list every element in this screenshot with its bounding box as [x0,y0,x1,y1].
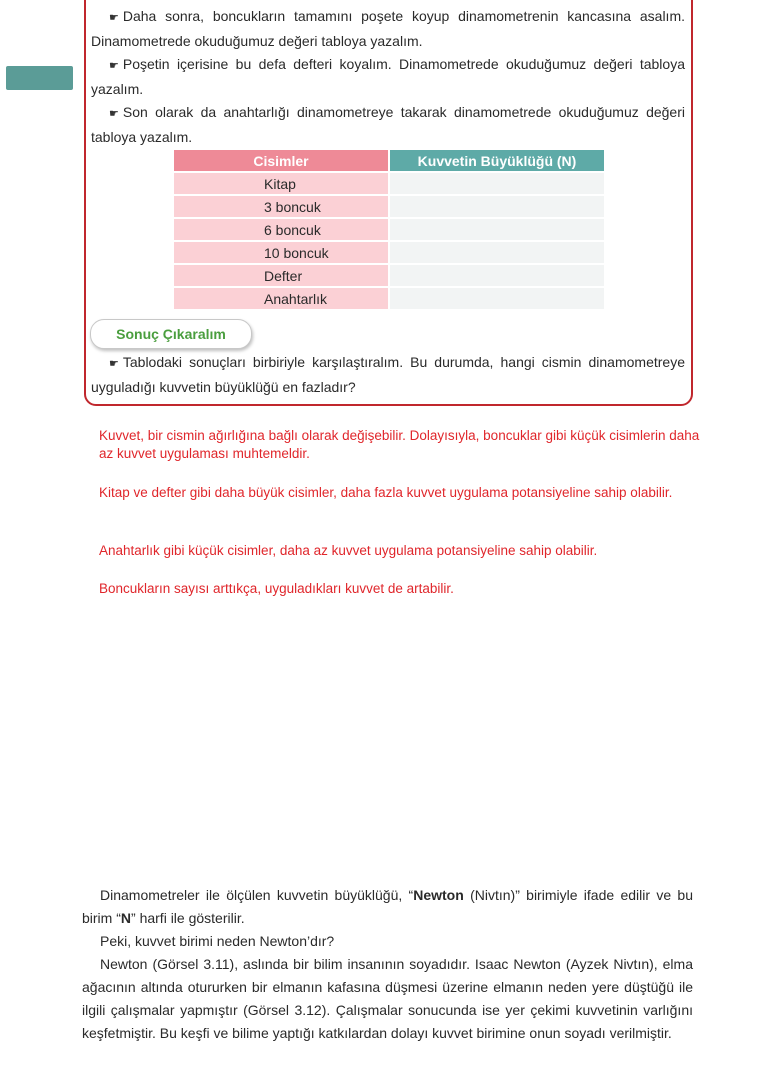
header-force: Kuvvetin Büyüklüğü (N) [390,150,604,171]
object-cell: 10 boncuk [174,242,388,263]
side-tab-marker [6,66,73,90]
object-cell: 6 boncuk [174,219,388,240]
table-row [174,265,604,286]
table-row [174,288,604,309]
value-cell[interactable] [390,242,604,263]
value-cell[interactable] [390,173,604,194]
measurement-table [172,148,606,311]
answer-4: Boncukların sayısı arttıkça, uyguladıkları kuvvet de artabilir. [99,581,454,596]
table-header-row [174,150,604,171]
value-cell[interactable] [390,288,604,309]
answer-3: Anahtarlık gibi küçük cisimler, daha az kuvvet uygulama potansiyeline sahip olabilir. [99,543,598,558]
pointing-hand-icon: ☛ [109,108,119,120]
conclusion-question-block [91,351,685,399]
paragraph-newton-history: Newton (Görsel 3.11), aslında bir bilim insanının soyadıdır. Isaac Newton (Ayzek Nivtın), elma ağacının altında otururken bir elmanın kafasına düşmesi üzerine elmanın neden yere düştüğü ile ilgili çalışmalar yapmıştır (Görsel 3.12). Çalışmalar sonucunda ise yer çekimi kuvvetinin varlığını keşfetmiştir. Bu keşfi ve bilime yaptığı katkılardan dolayı kuvvet birimine onun soyadı verilmiştir. [82,956,693,1041]
instruction-2: ☛ Poşetin içerisine bu defa defteri koyalım. Dinamometrede okuduğumuz değeri tabloya yazalım. [91,56,685,97]
instruction-3: ☛ Son olarak da anahtarlığı dinamometreye takarak dinamometrede okuduğumuz değeri tabloya yazalım. [91,104,685,145]
pointing-hand-icon: ☛ [109,60,119,72]
header-objects: Cisimler [174,150,388,171]
table-row [174,173,604,194]
paragraph-question: Peki, kuvvet birimi neden Newton’dır? [100,933,335,949]
instruction-1: ☛ Daha sonra, boncukların tamamını poşete koyup dinamometrenin kancasına asalım. Dinamometrede okuduğumuz değeri tabloya yazalım. [91,8,685,49]
paragraph-newton-unit: Dinamometreler ile ölçülen kuvvetin büyüklüğü, “Newton (Nivtın)” birimiyle ifade edilir ve bu birim “N” harfi ile gösterilir. [82,887,693,926]
pointing-hand-icon: ☛ [109,358,119,370]
body-text [82,884,693,1045]
conclusion-question: ☛ Tablodaki sonuçları birbiriyle karşılaştıralım. Bu durumda, hangi cismin dinamometreye uyguladığı kuvvetin büyüklüğü en fazladır? [91,354,685,395]
answer-2: Kitap ve defter gibi daha büyük cisimler, daha fazla kuvvet uygulama potansiyeline sahip olabilir. [99,485,673,500]
object-cell: 3 boncuk [174,196,388,217]
object-cell: Defter [174,265,388,286]
value-cell[interactable] [390,265,604,286]
answer-1: Kuvvet, bir cismin ağırlığına bağlı olarak değişebilir. Dolayısıyla, boncuklar gibi küçük cisimlerin daha az kuvvet uygulaması muhtemeldir. [99,428,700,461]
table-row [174,219,604,240]
table-row [174,196,604,217]
value-cell[interactable] [390,196,604,217]
instructions [91,5,685,149]
value-cell[interactable] [390,219,604,240]
object-cell: Anahtarlık [174,288,388,309]
table-row [174,242,604,263]
conclusion-title: Sonuç Çıkaralım [90,319,252,349]
object-cell: Kitap [174,173,388,194]
pointing-hand-icon: ☛ [109,12,119,24]
